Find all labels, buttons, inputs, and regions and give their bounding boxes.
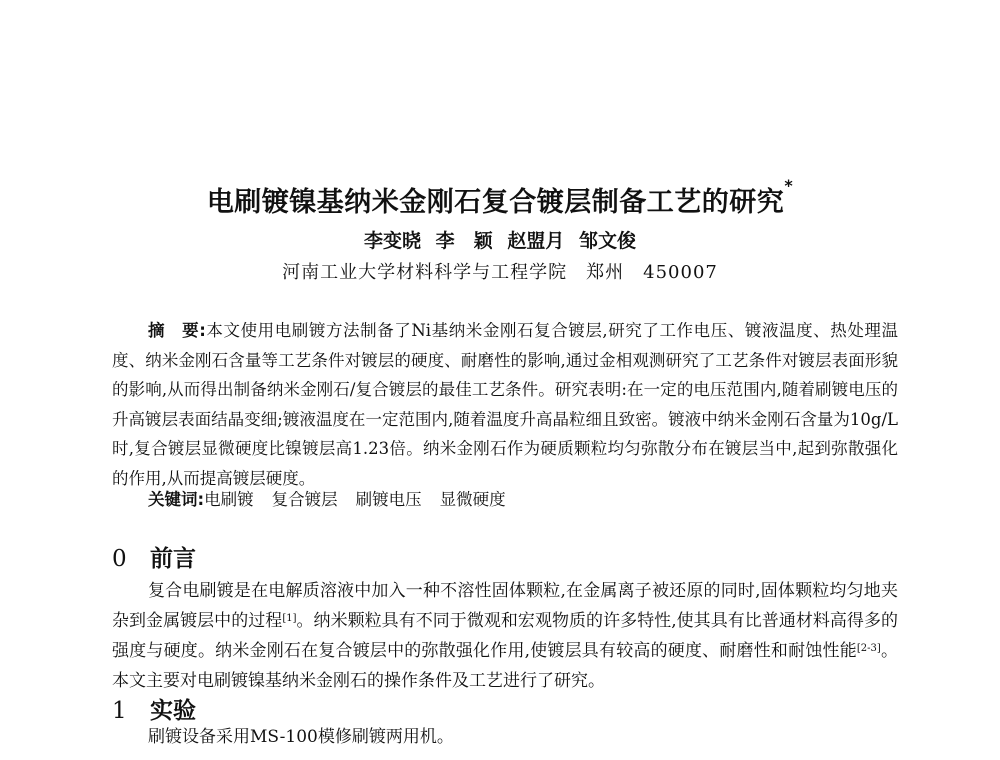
intro-body	[112, 576, 898, 696]
author: 邹文俊	[578, 230, 636, 252]
affiliation: 河南工业大学材料科学与工程学院 郑州 450007	[282, 262, 718, 283]
author-list	[0, 226, 1000, 253]
text-run: 。纳米颗粒具有不同于微观和宏观物质的许多特性,使其具有比普通材料高得多的强度与硬度。纳米金刚石在复合镀层中的弥散强化作用,使镀层具有较高的硬度、耐磨性和耐蚀性能	[112, 611, 898, 661]
section-heading-experiment	[112, 692, 196, 725]
author: 李变晓	[364, 230, 422, 252]
section-number: 0	[112, 546, 127, 572]
section-heading-intro	[112, 540, 196, 573]
author: 李 颖	[435, 230, 493, 252]
abstract-text: 本文使用电刷镀方法制备了Ni基纳米金刚石复合镀层,研究了工作电压、镀液温度、热处理温度、纳米金刚石含量等工艺条件对镀层的硬度、耐磨性的影响,通过金相观测研究了工艺条件对镀层表面形貌的影响,从而得出制备纳米金刚石/复合镀层的最佳工艺条件。研究表明:在一定的电压范围内,随着刷镀电压的升高镀层表面结晶变细;镀液温度在一定范围内,随着温度升高晶粒细且致密。镀液中纳米金刚石含量为10g/L时,复合镀层显微硬度比镍镀层高1.23倍。纳米金刚石作为硬质颗粒均匀弥散分布在镀层当中,起到弥散强化的作用,从而提高镀层硬度。	[112, 321, 898, 488]
keyword: 复合镀层	[271, 490, 338, 509]
paragraph	[112, 576, 898, 696]
title-footnote-mark: *	[784, 176, 794, 195]
keyword: 刷镀电压	[355, 490, 422, 509]
title-text: 电刷镀镍基纳米金刚石复合镀层制备工艺的研究	[206, 187, 785, 218]
keywords	[148, 486, 908, 510]
experiment-body	[112, 722, 898, 752]
keywords-label: 关键词:	[148, 490, 205, 509]
abstract-label: 摘 要:	[148, 321, 206, 340]
keyword: 显微硬度	[439, 490, 506, 509]
keyword: 电刷镀	[204, 490, 254, 509]
section-title: 前言	[150, 545, 196, 572]
citation: [1]	[282, 613, 297, 624]
paper-title	[0, 176, 1000, 219]
abstract	[112, 316, 898, 493]
author: 赵盟月	[507, 230, 565, 252]
citation: [2-3]	[856, 643, 881, 654]
section-number: 1	[112, 698, 127, 724]
text-run: 。本文主要对电刷镀镍基纳米金刚石的操作条件及工艺进行了研究。	[112, 641, 899, 691]
paragraph: 刷镀设备采用MS-100模修刷镀两用机。	[148, 727, 454, 747]
section-title: 实验	[150, 697, 196, 724]
text-run: 复合电刷镀是在电解质溶液中加入一种不溶性固体颗粒,在金属离子被还原的同时,固体颗粒均匀地夹杂到金属镀层中的过程	[112, 581, 898, 631]
